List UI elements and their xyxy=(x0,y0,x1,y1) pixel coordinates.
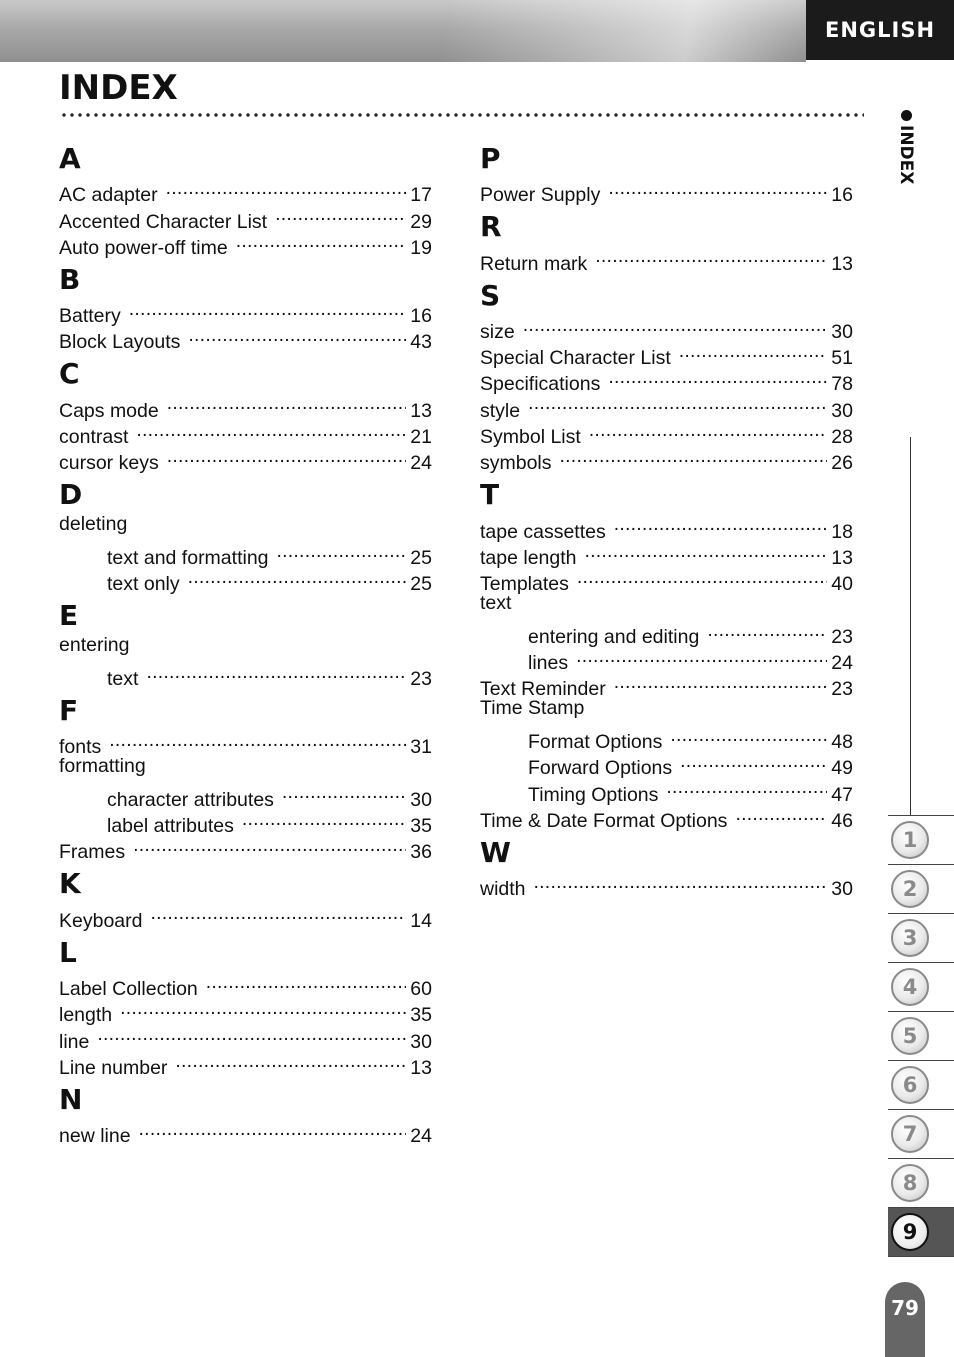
chapter-number-badge: 1 xyxy=(891,821,929,859)
index-subentry xyxy=(480,722,853,754)
dot-leader xyxy=(133,832,406,858)
chapter-tab-2[interactable] xyxy=(888,864,954,913)
dot-leader xyxy=(120,995,406,1021)
dot-leader xyxy=(707,617,827,643)
section-letter: N xyxy=(59,1082,83,1116)
entry-page-number: 30 xyxy=(410,1030,432,1053)
entry-page-number: 13 xyxy=(831,252,853,275)
entry-page-number: 30 xyxy=(831,399,853,422)
entry-term: style xyxy=(480,399,521,422)
entry-term: text xyxy=(480,592,512,615)
dot-leader xyxy=(277,538,407,564)
entry-term: Time Stamp xyxy=(480,697,585,720)
entry-page-number: 25 xyxy=(410,573,432,596)
title-dotted-rule xyxy=(60,112,864,118)
chapter-tab-7[interactable] xyxy=(888,1109,954,1158)
side-divider-line xyxy=(910,437,911,815)
entry-page-number: 18 xyxy=(831,520,853,543)
index-section-t xyxy=(480,478,853,832)
dot-leader xyxy=(188,564,407,590)
index-section-n xyxy=(59,1082,432,1148)
chapter-tab-5[interactable] xyxy=(888,1011,954,1060)
dot-leader xyxy=(589,417,828,443)
entry-page-number: 26 xyxy=(831,452,853,475)
section-letter: K xyxy=(59,867,81,901)
chapter-tab-9[interactable] xyxy=(888,1207,954,1257)
entry-term: fonts xyxy=(59,736,102,759)
entry-term: formatting xyxy=(59,755,146,778)
dot-leader xyxy=(167,443,407,469)
index-entry xyxy=(480,243,853,275)
chapter-number-badge: 8 xyxy=(891,1164,929,1202)
dot-leader xyxy=(136,417,406,443)
chapter-tab-6[interactable] xyxy=(888,1060,954,1109)
entry-term: Forward Options xyxy=(528,757,673,780)
chapter-number-badge: 2 xyxy=(891,870,929,908)
index-entry xyxy=(480,695,853,721)
dot-leader xyxy=(139,1116,407,1142)
section-letter: W xyxy=(480,835,511,869)
entry-page-number: 60 xyxy=(410,977,432,1000)
section-letter: L xyxy=(59,935,77,969)
entry-term: label attributes xyxy=(107,815,234,838)
entry-page-number: 25 xyxy=(410,546,432,569)
entry-term: line xyxy=(59,1030,90,1053)
dot-leader xyxy=(166,175,407,201)
entry-page-number: 30 xyxy=(831,320,853,343)
bullet-icon xyxy=(901,110,912,121)
section-letter: P xyxy=(480,142,501,175)
entry-term: deleting xyxy=(59,513,128,536)
entry-term: Timing Options xyxy=(528,783,659,806)
dot-leader xyxy=(242,806,406,832)
index-entry xyxy=(480,175,853,207)
entry-page-number: 30 xyxy=(831,878,853,901)
index-entry xyxy=(59,1021,432,1053)
index-entry xyxy=(59,900,432,932)
entry-term: text xyxy=(107,667,139,690)
index-entry xyxy=(59,390,432,422)
entry-page-number: 21 xyxy=(410,426,432,449)
entry-page-number: 78 xyxy=(831,373,853,396)
entry-term: Templates xyxy=(480,573,569,596)
index-section-e xyxy=(59,599,432,690)
entry-term: Return mark xyxy=(480,252,588,275)
chapter-tab-8[interactable] xyxy=(888,1158,954,1207)
dot-leader xyxy=(188,322,406,348)
dot-leader xyxy=(560,443,828,469)
dot-leader xyxy=(666,774,827,800)
section-letter: C xyxy=(59,357,80,391)
chapter-number-badge: 4 xyxy=(891,968,929,1006)
index-section-d xyxy=(59,478,432,596)
index-entry xyxy=(59,632,432,658)
chapter-tabs xyxy=(888,815,954,1257)
entry-term: Label Collection xyxy=(59,977,198,1000)
dot-leader xyxy=(528,390,827,416)
entry-page-number: 13 xyxy=(410,1056,432,1079)
dot-leader xyxy=(608,364,827,390)
index-section-s xyxy=(480,278,853,475)
dot-leader xyxy=(275,201,406,227)
entry-term: Frames xyxy=(59,841,126,864)
entry-page-number: 51 xyxy=(831,347,853,370)
dot-leader xyxy=(576,643,827,669)
entry-page-number: 28 xyxy=(831,426,853,449)
section-letter: B xyxy=(59,262,81,296)
dot-leader xyxy=(175,1048,406,1074)
entry-term: length xyxy=(59,1004,113,1027)
entry-term: symbols xyxy=(480,452,552,475)
index-subentry xyxy=(480,617,853,648)
index-entry xyxy=(59,1048,432,1079)
chapter-tab-1[interactable] xyxy=(888,815,954,864)
entry-term: contrast xyxy=(59,426,129,449)
chapter-number-badge: 7 xyxy=(891,1115,929,1153)
entry-page-number: 35 xyxy=(410,1004,432,1027)
entry-term: entering xyxy=(59,634,130,657)
entry-term: Block Layouts xyxy=(59,331,181,354)
dot-leader xyxy=(236,228,407,254)
entry-page-number: 23 xyxy=(831,625,853,648)
dot-leader xyxy=(206,969,407,995)
index-section-f xyxy=(59,693,432,864)
entry-term: tape cassettes xyxy=(480,520,606,543)
index-section-l xyxy=(59,935,432,1079)
entry-term: text only xyxy=(107,573,180,596)
dot-leader xyxy=(585,538,828,564)
entry-term: Keyboard xyxy=(59,909,143,932)
entry-page-number: 35 xyxy=(410,815,432,838)
section-letter: E xyxy=(59,599,79,633)
index-section-b xyxy=(59,262,432,354)
index-entry xyxy=(480,511,853,543)
index-subentry xyxy=(59,779,432,811)
entry-term: tape length xyxy=(480,546,577,569)
chapter-number-badge: 6 xyxy=(891,1066,929,1104)
dot-leader xyxy=(534,869,828,895)
entry-term: Time & Date Format Options xyxy=(480,809,728,832)
chapter-number-badge: 3 xyxy=(891,919,929,957)
dot-leader xyxy=(735,801,827,827)
chapter-number-badge: 5 xyxy=(891,1017,929,1055)
index-entry xyxy=(480,417,853,449)
index-entry xyxy=(59,727,432,759)
entry-term: new line xyxy=(59,1125,131,1148)
entry-term: Power Supply xyxy=(480,184,601,207)
entry-page-number: 17 xyxy=(410,184,432,207)
page-title: INDEX xyxy=(59,68,178,108)
entry-term: Special Character List xyxy=(480,347,671,370)
entry-page-number: 40 xyxy=(831,573,853,596)
index-section-k xyxy=(59,867,432,932)
index-section-c xyxy=(59,357,432,475)
side-section-label xyxy=(896,110,916,184)
entry-page-number: 29 xyxy=(410,210,432,233)
entry-term: character attributes xyxy=(107,788,274,811)
index-entry xyxy=(480,338,853,370)
entry-page-number: 16 xyxy=(410,305,432,328)
dot-leader xyxy=(146,659,406,685)
dot-leader xyxy=(595,243,827,269)
index-section-r xyxy=(480,210,853,275)
index-entry xyxy=(59,511,432,537)
entry-term: Line number xyxy=(59,1056,168,1079)
dot-leader xyxy=(97,1021,406,1047)
entry-term: Battery xyxy=(59,305,121,328)
entry-term: width xyxy=(480,878,526,901)
entry-page-number: 47 xyxy=(831,783,853,806)
dot-leader xyxy=(150,900,406,926)
entry-term: Text Reminder xyxy=(480,678,606,701)
chapter-tab-4[interactable] xyxy=(888,962,954,1011)
index-column-left xyxy=(59,142,432,1151)
index-section-a xyxy=(59,142,432,259)
entry-page-number: 43 xyxy=(410,331,432,354)
entry-term: entering and editing xyxy=(528,625,700,648)
entry-term: cursor keys xyxy=(59,452,159,475)
header-banner xyxy=(0,0,806,62)
entry-page-number: 23 xyxy=(410,667,432,690)
entry-page-number: 49 xyxy=(831,757,853,780)
section-letter: T xyxy=(480,478,500,512)
index-section-w xyxy=(480,835,853,901)
entry-term: text and formatting xyxy=(107,546,269,569)
chapter-tab-3[interactable] xyxy=(888,913,954,962)
language-tab: ENGLISH xyxy=(806,0,954,60)
index-column-right xyxy=(480,142,853,904)
index-subentry xyxy=(59,659,432,690)
entry-term: Symbol List xyxy=(480,426,581,449)
index-section-p xyxy=(480,142,853,207)
index-entry xyxy=(480,312,853,343)
entry-term: Specifications xyxy=(480,373,601,396)
dot-leader xyxy=(608,175,827,201)
section-letter: R xyxy=(480,210,502,244)
section-letter: A xyxy=(59,142,81,175)
entry-page-number: 30 xyxy=(410,788,432,811)
index-entry xyxy=(59,1116,432,1148)
index-entry xyxy=(59,753,432,779)
entry-term: Auto power-off time xyxy=(59,236,228,259)
dot-leader xyxy=(614,669,828,695)
dot-leader xyxy=(679,338,828,364)
entry-page-number: 14 xyxy=(410,909,432,932)
entry-page-number: 31 xyxy=(410,736,432,759)
entry-page-number: 13 xyxy=(831,546,853,569)
dot-leader xyxy=(680,748,827,774)
dot-leader xyxy=(282,779,406,805)
entry-term: AC adapter xyxy=(59,184,158,207)
entry-page-number: 19 xyxy=(410,236,432,259)
entry-page-number: 13 xyxy=(410,399,432,422)
dot-leader xyxy=(523,312,828,338)
entry-page-number: 24 xyxy=(410,1125,432,1148)
index-entry xyxy=(59,296,432,328)
entry-term: Accented Character List xyxy=(59,210,268,233)
entry-page-number: 24 xyxy=(831,652,853,675)
entry-term: lines xyxy=(528,652,569,675)
section-letter: S xyxy=(480,278,501,312)
dot-leader xyxy=(167,390,407,416)
dot-leader xyxy=(109,727,406,753)
index-entry xyxy=(59,969,432,1000)
page-number: 79 xyxy=(885,1282,925,1357)
entry-term: size xyxy=(480,320,515,343)
index-entry xyxy=(59,175,432,207)
dot-leader xyxy=(129,296,407,322)
chapter-number-badge: 9 xyxy=(891,1213,929,1251)
entry-page-number: 24 xyxy=(410,452,432,475)
dot-leader xyxy=(577,564,827,590)
index-entry xyxy=(480,869,853,901)
entry-page-number: 23 xyxy=(831,678,853,701)
entry-page-number: 48 xyxy=(831,731,853,754)
side-label-text: INDEX xyxy=(896,125,916,185)
index-entry xyxy=(480,390,853,422)
section-letter: D xyxy=(59,478,83,512)
entry-page-number: 36 xyxy=(410,841,432,864)
dot-leader xyxy=(670,722,827,748)
entry-term: Caps mode xyxy=(59,399,159,422)
entry-term: Format Options xyxy=(528,731,663,754)
index-subentry xyxy=(59,538,432,569)
entry-page-number: 46 xyxy=(831,809,853,832)
entry-page-number: 16 xyxy=(831,184,853,207)
dot-leader xyxy=(614,511,828,537)
section-letter: F xyxy=(59,693,79,727)
